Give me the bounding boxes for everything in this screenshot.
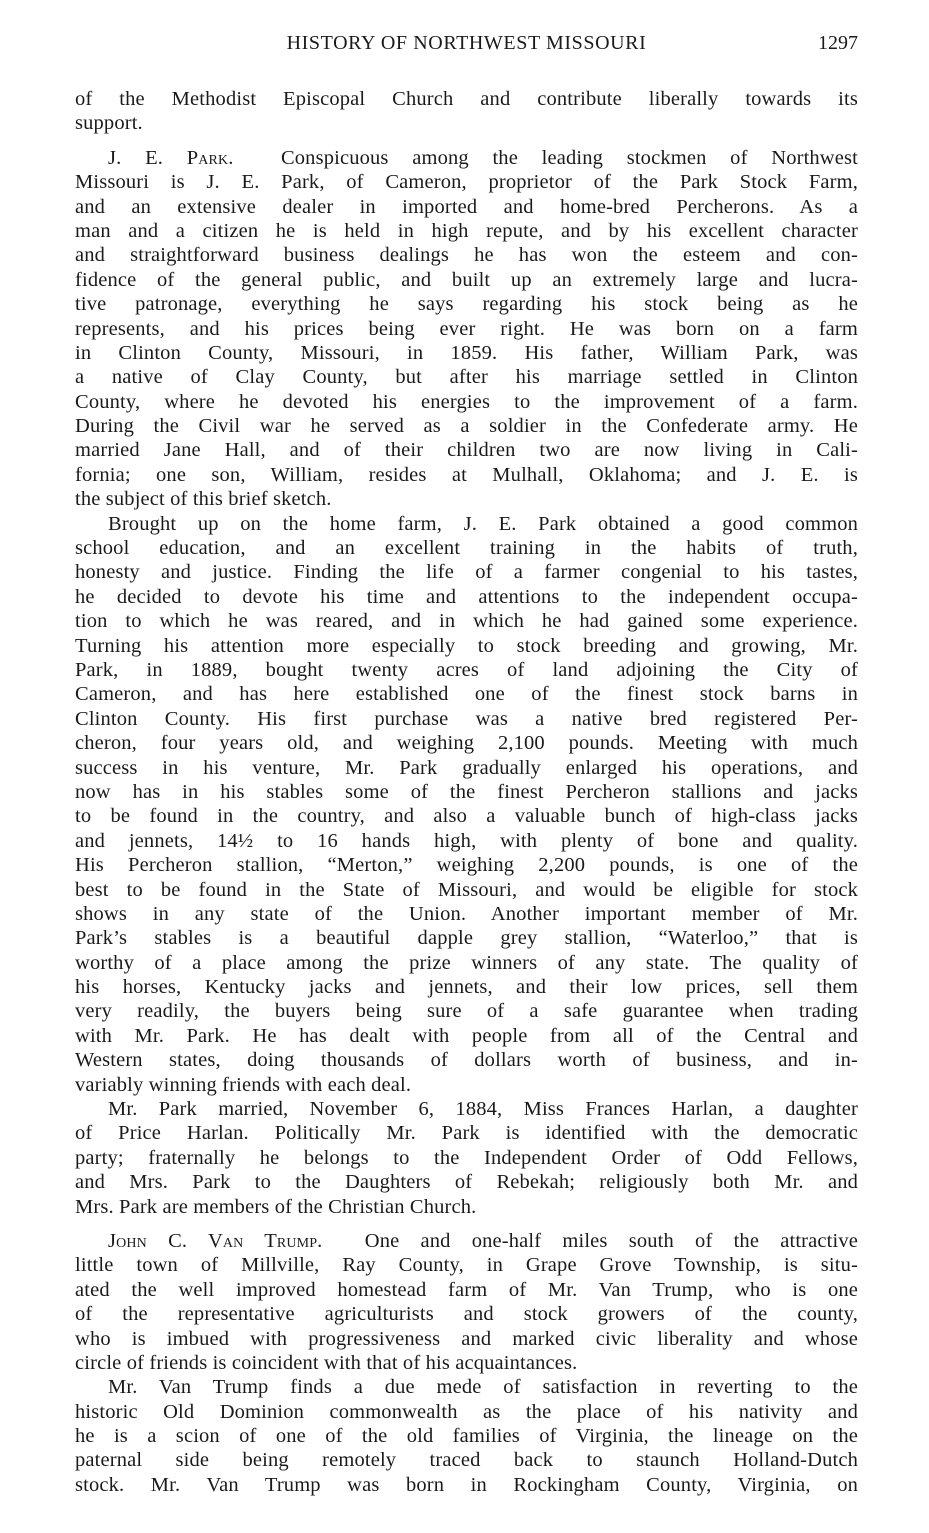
entry-name: John C. Van Trump.: [108, 1229, 323, 1252]
text-line: tive patronage, everything he says regarding his stock being as he: [75, 293, 858, 316]
text-line: paternal side being remotely traced back to staunch Holland-Dutch: [75, 1449, 858, 1472]
text-line: Brought up on the home farm, J. E. Park obtained a good common: [108, 512, 858, 535]
text-line: Park, in 1889, bought twenty acres of land adjoining the City of: [75, 658, 858, 681]
page-number: 1297: [818, 32, 858, 54]
text-line: in Clinton County, Missouri, in 1859. His father, William Park, was: [75, 341, 858, 364]
text-line: party; fraternally he belongs to the Independent Order of Odd Fellows,: [75, 1146, 858, 1169]
text-line: Turning his attention more especially to stock breeding and growing, Mr.: [75, 634, 858, 657]
text-line: he is a scion of one of the old families of Virginia, the lineage on the: [75, 1425, 858, 1448]
text-line: fidence of the general public, and built up an extremely large and lucra-: [75, 268, 858, 291]
text-line: who is imbued with progressiveness and marked civic liberality and whose: [75, 1327, 858, 1350]
text-line: County, where he devoted his energies to the improvement of a farm.: [75, 390, 858, 413]
text-line: Mrs. Park are members of the Christian Church.: [75, 1195, 477, 1218]
text-line: historic Old Dominion commonwealth as the place of his nativity and: [75, 1400, 858, 1423]
text-line: circle of friends is coincident with that of his acquaintances.: [75, 1351, 578, 1374]
page-body: [75, 87, 858, 1497]
text-line: to be found in the country, and also a valuable bunch of high-class jacks: [75, 805, 858, 828]
paragraph: [75, 1097, 858, 1219]
text-line: Mr. Park married, November 6, 1884, Miss Frances Harlan, a daughter: [108, 1098, 858, 1121]
text-line: and an extensive dealer in imported and home-bred Percherons. As a: [75, 195, 858, 218]
text-line: best to be found in the State of Missouri, and would be eligible for stock: [75, 878, 858, 901]
text-line: honesty and justice. Finding the life of a farmer congenial to his tastes,: [75, 561, 858, 584]
text-line: and straightforward business dealings he has won the esteem and con-: [75, 244, 858, 267]
text-line: Missouri is J. E. Park, of Cameron, proprietor of the Park Stock Farm,: [75, 171, 858, 194]
text-line: the subject of this brief sketch.: [75, 488, 332, 511]
text-line: worthy of a place among the prize winners of any state. The quality of: [75, 951, 858, 974]
entry-name: J. E. Park.: [108, 146, 234, 169]
text-line: little town of Millville, Ray County, in Grape Grove Township, is situ-: [75, 1254, 858, 1277]
text-line: of the representative agriculturists and stock growers of the county,: [75, 1303, 858, 1326]
text-line: very readily, the buyers being sure of a safe guarantee when trading: [75, 1000, 858, 1023]
paragraph: [75, 146, 858, 512]
text-line: [75, 1229, 858, 1253]
text-line: Western states, doing thousands of dollars worth of business, and in-: [75, 1049, 858, 1072]
text-line: success in his venture, Mr. Park gradually enlarged his operations, and: [75, 756, 858, 779]
text-line: shows in any state of the Union. Another important member of Mr.: [75, 902, 858, 925]
text-line: school education, and an excellent training in the habits of truth,: [75, 537, 858, 560]
text-line: His Percheron stallion, “Merton,” weighing 2,200 pounds, is one of the: [75, 854, 858, 877]
text-line: he decided to devote his time and attentions to the independent occupa-: [75, 585, 858, 608]
text-line: support.: [75, 112, 143, 135]
line-text: Conspicuous among the leading stockmen of Northwest: [233, 146, 858, 169]
paragraph: [75, 1375, 858, 1497]
text-line: Mr. Van Trump finds a due mede of satisfaction in reverting to the: [108, 1376, 858, 1399]
text-line: and jennets, 14½ to 16 hands high, with plenty of bone and quality.: [75, 829, 858, 852]
text-line: and Mrs. Park to the Daughters of Rebekah; religiously both Mr. and: [75, 1171, 858, 1194]
text-line: Cameron, and has here established one of the finest stock barns in: [75, 683, 858, 706]
text-line: cheron, four years old, and weighing 2,100 pounds. Meeting with much: [75, 732, 858, 755]
text-line: variably winning friends with each deal.: [75, 1073, 412, 1096]
text-line: of the Methodist Episcopal Church and contribute liberally towards its: [75, 88, 858, 110]
text-line: ated the well improved homestead farm of Mr. Van Trump, who is one: [75, 1278, 858, 1301]
paragraph: [75, 87, 858, 136]
text-line: man and a citizen he is held in high repute, and by his excellent character: [75, 219, 858, 242]
text-line: During the Civil war he served as a soldier in the Confederate army. He: [75, 415, 858, 438]
text-line: fornia; one son, William, resides at Mulhall, Oklahoma; and J. E. is: [75, 463, 858, 486]
text-line: tion to which he was reared, and in which he had gained some experience.: [75, 610, 858, 633]
text-line: now has in his stables some of the finest Percheron stallions and jacks: [75, 780, 858, 803]
text-line: Park’s stables is a beautiful dapple grey stallion, “Waterloo,” that is: [75, 927, 858, 950]
running-title: HISTORY OF NORTHWEST MISSOURI: [286, 32, 647, 54]
paragraph: [75, 1229, 858, 1375]
text-line: represents, and his prices being ever right. He was born on a farm: [75, 317, 858, 340]
text-line: his horses, Kentucky jacks and jennets, and their low prices, sell them: [75, 976, 858, 999]
paragraph: [75, 512, 858, 1097]
text-line: of Price Harlan. Politically Mr. Park is identified with the democratic: [75, 1122, 858, 1145]
text-line: Clinton County. His first purchase was a native bred registered Per-: [75, 707, 858, 730]
text-line: married Jane Hall, and of their children two are now living in Cali-: [75, 439, 858, 462]
running-header: [75, 30, 858, 60]
text-line: with Mr. Park. He has dealt with people from all of the Central and: [75, 1024, 858, 1047]
line-text: One and one-half miles south of the attractive: [322, 1229, 858, 1252]
text-line: stock. Mr. Van Trump was born in Rockingham County, Virginia, on: [75, 1473, 858, 1496]
text-line: [75, 146, 858, 170]
text-line: a native of Clay County, but after his marriage settled in Clinton: [75, 366, 858, 389]
